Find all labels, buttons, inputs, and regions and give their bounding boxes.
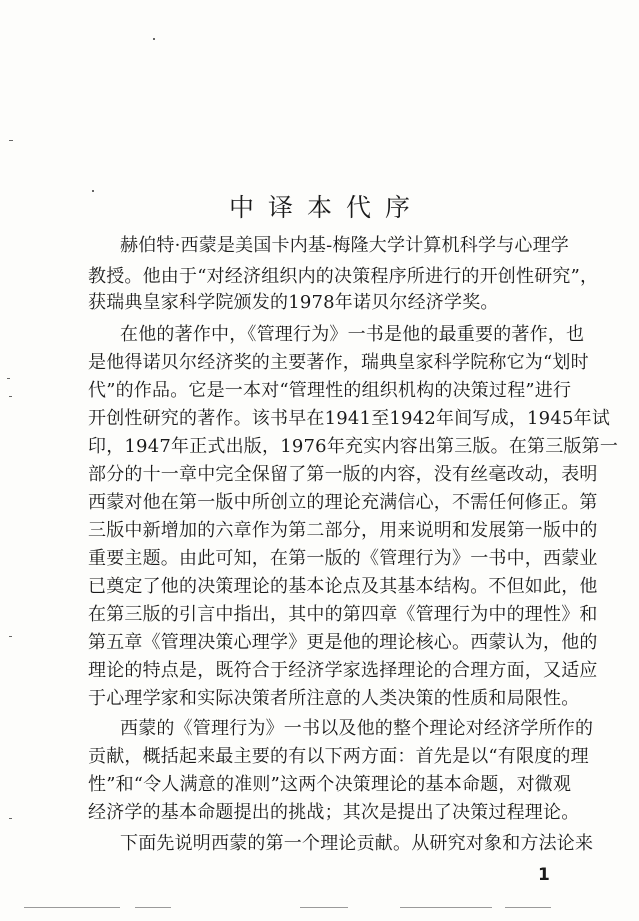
- page-number: 1: [538, 865, 550, 885]
- body-line: 理论的特点是，既符合于经济学家选择理论的合理方面，又适应: [88, 660, 598, 681]
- scan-edge-dash: [24, 907, 120, 908]
- scan-speck: [7, 378, 10, 379]
- scan-edge-dash: [300, 907, 348, 908]
- scan-edge-dash: [400, 907, 492, 908]
- scan-edge-dash: [135, 907, 171, 908]
- scan-speck: [92, 190, 94, 192]
- body-line: 于心理学家和实际决策者所注意的人类决策的性质和局限性。: [88, 688, 580, 709]
- body-line: 贡献，概括起来最主要的有以下两方面：首先是以“有限度的理: [88, 746, 589, 767]
- body-line: 重要主题。由此可知，在第一版的《管理行为》一书中，西蒙业: [88, 548, 598, 569]
- body-line: 获瑞典皇家科学院颁发的1978年诺贝尔经济学奖。: [88, 292, 499, 313]
- page-title: 中译本代序: [228, 193, 424, 222]
- body-line: 经济学的基本命题提出的挑战；其次是提出了决策过程理论。: [88, 802, 580, 823]
- body-line: 在他的著作中，《管理行为》一书是他的最重要的著作，也: [120, 324, 585, 345]
- scan-speck: [9, 818, 12, 819]
- body-line: 第五章《管理决策心理学》更是他的理论核心。西蒙认为，他的: [88, 632, 598, 653]
- body-line: 部分的十一章中完全保留了第一版的内容，没有丝毫改动，表明: [88, 464, 598, 485]
- body-line: 三版中新增加的六章作为第二部分，用来说明和发展第一版中的: [88, 520, 598, 541]
- body-line: 印，1947年正式出版，1976年充实内容出第三版。在第三版第一: [88, 436, 619, 457]
- scan-speck: [9, 140, 13, 141]
- scan-speck: [153, 38, 155, 40]
- body-line: 西蒙对他在第一版中所创立的理论充满信心，不需任何修正。第: [88, 492, 598, 513]
- body-line: 教授。他由于“对经济组织内的决策程序所进行的开创性研究”，: [88, 266, 599, 287]
- body-line: 开创性研究的著作。该书早在1941至1942年间写成，1945年试: [88, 408, 611, 429]
- body-line: 在第三版的引言中指出，其中的第四章《管理行为中的理性》和: [88, 604, 598, 625]
- body-line: 已奠定了他的决策理论的基本论点及其基本结构。不但如此，他: [88, 576, 598, 597]
- scan-speck: [9, 636, 12, 637]
- body-line: 下面先说明西蒙的第一个理论贡献。从研究对象和方法论来: [120, 833, 594, 854]
- body-line: 是他得诺贝尔经济奖的主要著作，瑞典皇家科学院称它为“划时: [88, 352, 589, 373]
- scan-speck: [9, 396, 12, 397]
- body-line: 代”的作品。它是一本对“管理性的组织机构的决策过程”进行: [88, 380, 572, 401]
- body-line: 西蒙的《管理行为》一书以及他的整个理论对经济学所作的: [120, 718, 594, 739]
- scan-edge-dash: [505, 907, 551, 908]
- body-line: 赫伯特·西蒙是美国卡内基-梅隆大学计算机科学与心理学: [120, 235, 570, 256]
- body-line: 性”和“令人满意的准则”这两个决策理论的基本命题，对微观: [88, 774, 572, 795]
